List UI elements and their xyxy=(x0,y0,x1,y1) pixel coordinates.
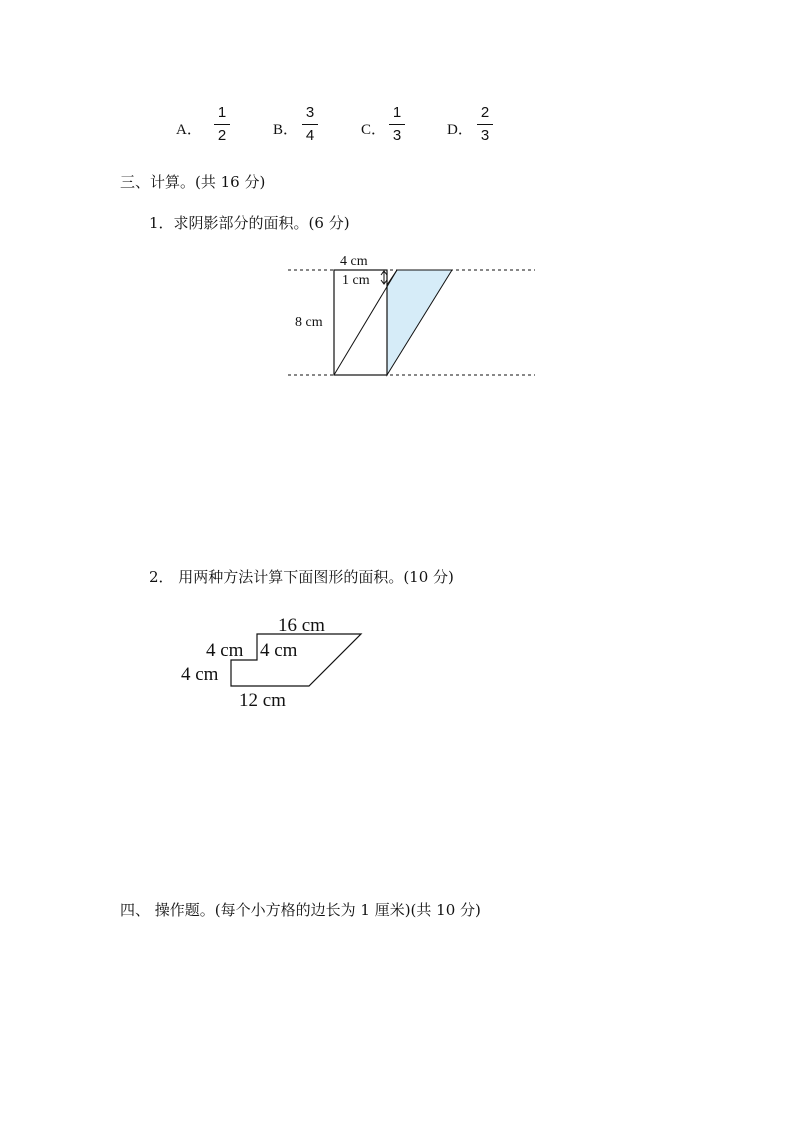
label-top-length: 16 cm xyxy=(278,615,325,636)
option-a-fraction: 1 2 xyxy=(214,104,230,145)
label-bottom-length: 12 cm xyxy=(239,690,286,711)
section-4-title: 四、 操作题。(每个小方格的边长为 1 厘米)(共 10 分) xyxy=(120,901,481,919)
label-top-width: 4 cm xyxy=(340,254,368,269)
option-c-fraction: 1 3 xyxy=(389,104,405,145)
label-step-width: 4 cm xyxy=(206,640,244,661)
label-small-gap: 1 cm xyxy=(342,273,370,288)
label-height: 8 cm xyxy=(295,315,323,330)
option-b-letter: B． xyxy=(273,122,299,138)
question-1-figure xyxy=(280,248,550,383)
option-c-letter: C． xyxy=(361,122,387,138)
option-d-fraction: 2 3 xyxy=(477,104,493,145)
section-3-title: 三、计算。(共 16 分) xyxy=(120,173,266,191)
option-a-letter: A． xyxy=(176,122,202,138)
label-step-height: 4 cm xyxy=(260,640,298,661)
option-d-letter: D． xyxy=(447,122,473,138)
question-1-text: 1．求阴影部分的面积。(6 分) xyxy=(149,214,350,232)
label-left-height: 4 cm xyxy=(181,664,219,685)
question-2-figure xyxy=(170,605,380,715)
question-2-text: 2． 用两种方法计算下面图形的面积。(10 分) xyxy=(149,568,454,586)
shaded-region xyxy=(387,270,452,375)
option-b-fraction: 3 4 xyxy=(302,104,318,145)
